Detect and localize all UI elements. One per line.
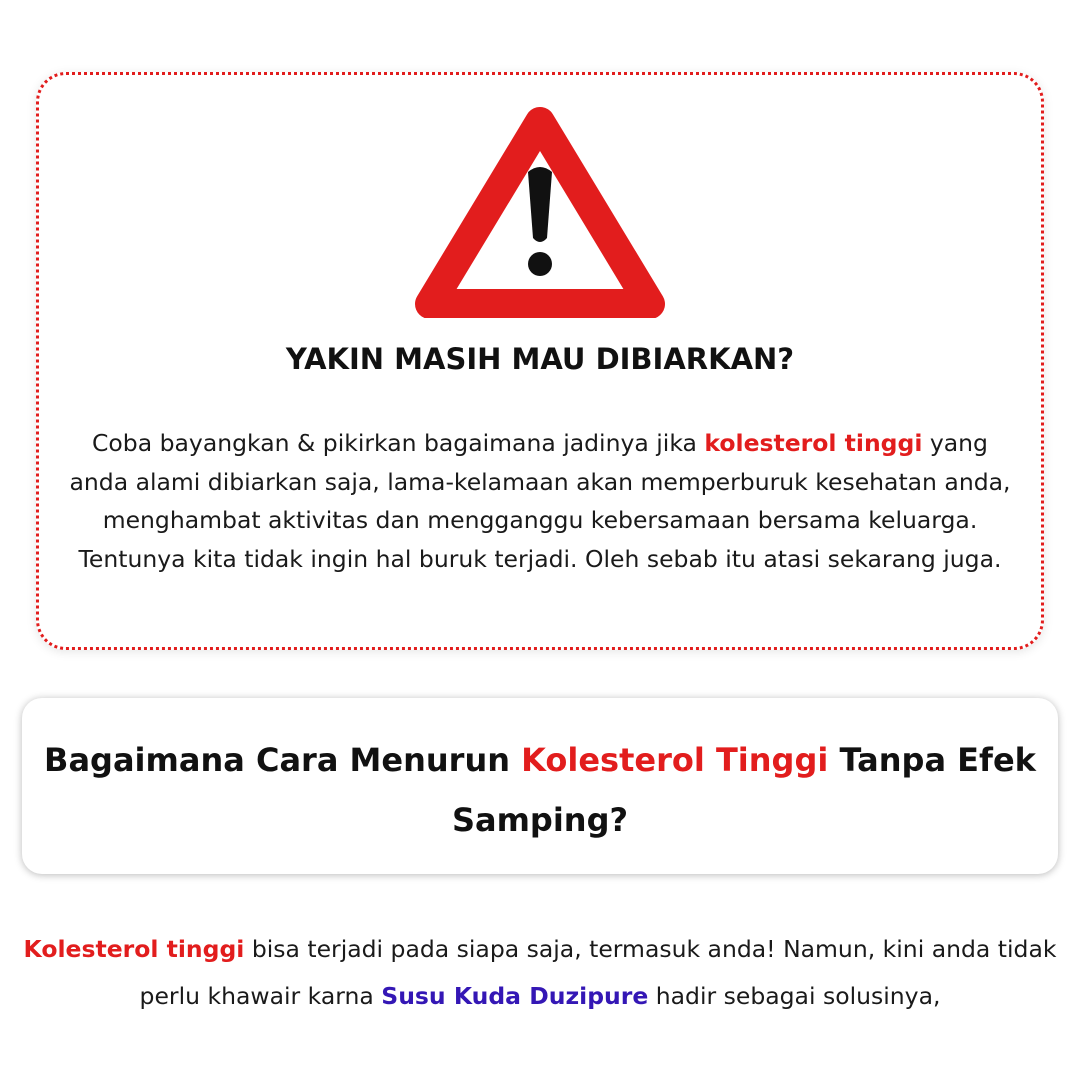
warning-highlight-cholesterol: kolesterol tinggi: [704, 429, 923, 457]
intro-highlight-product: Susu Kuda Duzipure: [381, 982, 649, 1010]
warning-title: YAKIN MASIH MAU DIBIARKAN?: [285, 342, 795, 376]
warning-paragraph-part1: Coba bayangkan & pikirkan bagaimana jadinya jika: [92, 429, 705, 457]
warning-paragraph-part2: yang anda alami dibiarkan saja, lama-kelamaan akan memperburuk kesehatan anda, menghambat aktivitas dan mengganggu kebersamaan bersama keluarga. Tentunya kita tidak ingin hal buruk terjadi. Oleh sebab itu atasi sekarang juga.: [69, 429, 1011, 573]
intro-highlight-cholesterol: Kolesterol tinggi: [23, 935, 245, 963]
question-heading: [22, 730, 1058, 850]
question-highlight-cholesterol: Kolesterol Tinggi: [521, 741, 829, 779]
intro-paragraph-part2: hadir sebagai solusinya,: [648, 982, 941, 1010]
intro-paragraph-part1: bisa terjadi pada siapa saja, termasuk anda! Namun, kini anda tidak perlu khawair karna: [139, 935, 1057, 1010]
question-heading-part2: Tanpa Efek Samping?: [451, 741, 1036, 839]
intro-paragraph: [10, 926, 1070, 1020]
warning-paragraph: [60, 424, 1020, 578]
question-heading-part1: Bagaimana Cara Menurun: [44, 741, 522, 779]
warning-triangle-icon: [410, 100, 670, 318]
exclamation-dot: [528, 252, 552, 276]
